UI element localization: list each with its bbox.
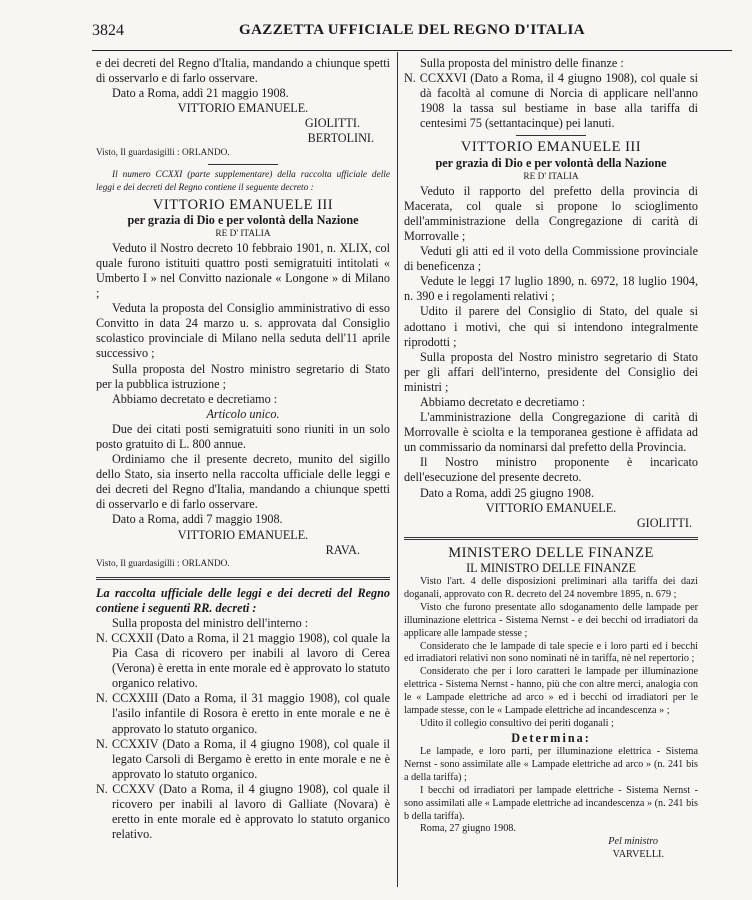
small-paragraph: Visto che furono presentate allo sdoganamento delle lampade per illuminazione elettrica - Sistema Nernst - e dei becchi od irradiatori da applicare alle lampade stesse ; [404, 601, 698, 639]
separator [208, 164, 278, 165]
small-paragraph: I becchi od irradiatori per lampade elettriche - Sistema Nernst - sono assimilati alle « Lampade elettriche ad incandescenza » (n. 241 bis b della tariffa). [404, 784, 698, 822]
small-paragraph: Considerato che per i loro caratteri le lampade per illuminazione elettrica - Sistema Nernst - hanno, più che con altre merci, analogia con le « Lampade elettriche ad arco » ed i becchi od irradiatori per le lampade stesse, con le « Lampade elettriche ad incandescenza » ; [404, 666, 698, 717]
left-column [96, 56, 390, 842]
visto-line: Visto, Il guardasigilli : ORLANDO. [96, 558, 230, 569]
separator [516, 135, 586, 136]
paragraph: Sulla proposta del Nostro ministro segretario di Stato per gli affari dell'interno, presidente del Consiglio dei ministri ; [404, 349, 698, 394]
ministry-heading: MINISTERO DELLE FINANZE [448, 544, 654, 561]
per-ministro-line: Pel ministro [608, 836, 658, 848]
paragraph: Veduto il Nostro decreto 10 febbraio 1901, n. XLIX, col quale furono istituiti quattro posti semigratuiti intitolati « Umberto I » nel Convitto nazionale « Longone » di Milano ; [96, 240, 390, 301]
paragraph: Abbiamo decretato e decretiamo : [420, 394, 586, 409]
proposal-line: Sulla proposta del ministro dell'interno : [112, 615, 309, 630]
king-title: VITTORIO EMANUELE III [460, 139, 642, 156]
small-paragraph: Visto l'art. 4 delle disposizioni preliminari alla tariffa dei dazi doganali, approvato con R. decreto del 24 novembre 1895, n. 679 ; [404, 576, 698, 600]
paragraph: Veduti gli atti ed il voto della Commissione provinciale di beneficenza ; [404, 244, 698, 274]
minister-signature: GIOLITTI. [304, 116, 360, 131]
page-header [92, 22, 732, 48]
proposal-line: Sulla proposta del ministro delle finanze : [420, 56, 624, 70]
signatory: VARVELLI. [612, 849, 664, 861]
small-paragraph: Le lampade, e loro parti, per illuminazione elettrica - Sistema Nernst - sono assimilate alle « Lampade elettriche ad arco » (n. 241 bis a della tariffa) ; [404, 745, 698, 783]
determina-heading: Determina: [511, 730, 591, 745]
closing-text: e dei decreti del Regno d'Italia, mandando a chiunque spetti di osservarlo e di farlo osservare. [96, 56, 390, 86]
minister-signature: RAVA. [325, 542, 360, 557]
re-ditalia: RE D' ITALIA [523, 171, 579, 182]
king-title: VITTORIO EMANUELE III [152, 196, 334, 213]
paragraph: Vedute le leggi 17 luglio 1890, n. 6972, 18 luglio 1904, n. 390 e i regolamenti relativi ; [404, 274, 698, 304]
small-paragraph: Considerato che le lampade di tale specie e i loro parti ed i becchi ed irradiatori relativi non sono nominati nè in tariffa, nè nel repertorio ; [404, 640, 698, 665]
right-column [404, 56, 698, 862]
decree-item: N. CCXXIII (Dato a Roma, il 31 maggio 1908), col quale l'asilo infantile di Rosora è eretto in ente morale e ne è approvato lo statuto organico. [96, 691, 390, 736]
header-rule [92, 50, 732, 51]
small-paragraph: Udito il collegio consultivo dei periti doganali ; [420, 717, 614, 729]
decree-item: N. CCXXII (Dato a Roma, il 21 maggio 1908), col quale la Pia Casa di ricovero per inabili al lavoro di Cerea (Verona) è eretta in ente morale ed è approvato lo statuto organico relativo. [96, 631, 390, 691]
king-signature: VITTORIO EMANUELE. [177, 101, 309, 116]
article-heading: Articolo unico. [206, 406, 280, 421]
minister-signature: GIOLITTI. [636, 515, 692, 530]
paragraph: Udito il parere del Consiglio di Stato, del quale si adottano i motivi, che qui si intendono integralmente riprodotti ; [404, 304, 698, 349]
date-line: Dato a Roma, addì 7 maggio 1908. [112, 512, 283, 527]
grace-line: per grazia di Dio e per volontà della Nazione [127, 212, 359, 227]
page-number: 3824 [92, 22, 124, 39]
decree-item: N. CCXXVI (Dato a Roma, il 4 giugno 1908), col quale si dà facoltà al comune di Norcia di applicare nell'anno 1908 la tassa sul bestiame in base alla tariffa di centesimi 75 (settantacinque) pei lanuti. [404, 71, 698, 131]
date-line: Dato a Roma, addì 25 giugno 1908. [420, 485, 594, 500]
grace-line: per grazia di Dio e per volontà della Nazione [435, 155, 667, 170]
column-divider [397, 52, 398, 887]
paragraph: Veduto il rapporto del prefetto della provincia di Macerata, col quale si propone lo scioglimento dell'amministrazione della Congregazione di carità di Morrovalle ; [404, 183, 698, 243]
double-separator [404, 537, 698, 540]
date-line: Roma, 27 giugno 1908. [420, 823, 516, 835]
paragraph: Sulla proposta del Nostro ministro segretario di Stato per la pubblica istruzione ; [96, 361, 390, 391]
re-ditalia: RE D' ITALIA [215, 228, 271, 239]
paragraph: Il Nostro ministro proponente è incaricato dell'esecuzione del presente decreto. [404, 455, 698, 485]
minister-signature: BERTOLINI. [307, 131, 374, 146]
minister-heading: IL MINISTRO DELLE FINANZE [466, 560, 636, 575]
raccolta-heading: La raccolta ufficiale delle leggi e dei decreti del Regno contiene i seguenti RR. decreti : [96, 585, 390, 615]
newspaper-title: GAZZETTA UFFICIALE DEL REGNO D'ITALIA [239, 22, 585, 38]
paragraph: L'amministrazione della Congregazione di carità di Morrovalle è sciolta e la temporanea gestione è affidata ad un commissario da nominarsi dal prefetto della Provincia. [404, 410, 698, 455]
decree-item: N. CCXXIV (Dato a Roma, il 4 giugno 1908), col quale il legato Carsoli di Bergamo è eretto in ente morale e ne è approvato lo statuto organico. [96, 736, 390, 781]
visto-line: Visto, Il guardasigilli : ORLANDO. [96, 147, 230, 158]
paragraph: Abbiamo decretato e decretiamo : [112, 391, 278, 406]
paragraph: Ordiniamo che il presente decreto, munito del sigillo dello Stato, sia inserto nella raccolta ufficiale delle leggi e dei decreti del Regno d'Italia, mandando a chiunque spetti di osservarlo e di farlo osservare. [96, 452, 390, 512]
paragraph: Due dei citati posti semigratuiti sono riuniti in un solo posto gratuito di L. 800 annue. [96, 421, 390, 451]
paragraph: Veduta la proposta del Consiglio amministrativo di esso Convitto in data 24 marzo u. s. approvata dal Consiglio scolastico provinciale di Milano nella seduta dell'11 aprile successivo ; [96, 301, 390, 361]
decree-item: N. CCXXV (Dato a Roma, il 4 giugno 1908), col quale il ricovero per inabili al lavoro di Galliate (Novara) è eretto in ente morale ed è approvato lo statuto organico relativo. [96, 781, 390, 842]
double-separator [96, 577, 390, 580]
notice-text: Il numero CCXXI (parte supplementare) della raccolta ufficiale delle leggi e dei decreti del Regno contiene il seguente decreto : [96, 169, 390, 194]
king-signature: VITTORIO EMANUELE. [177, 527, 309, 542]
date-line: Dato a Roma, addì 21 maggio 1908. [112, 86, 289, 101]
king-signature: VITTORIO EMANUELE. [485, 500, 617, 515]
